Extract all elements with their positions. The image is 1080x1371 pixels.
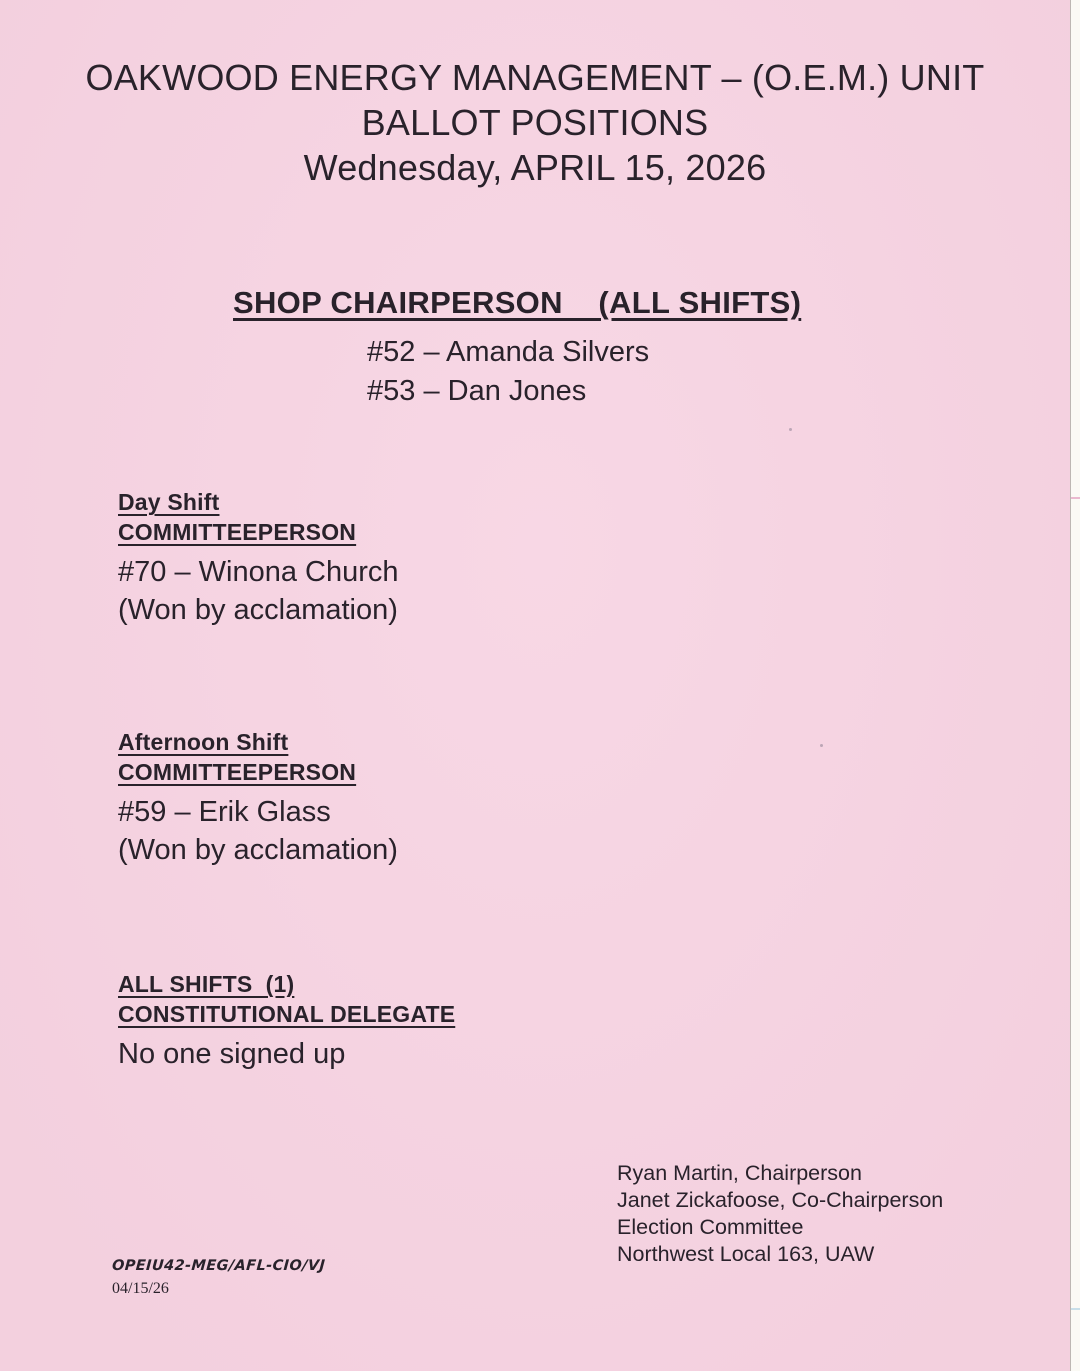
- print-date: 04/15/26: [112, 1280, 169, 1297]
- committee-line: Election Committee: [617, 1215, 804, 1239]
- constitutional-delegate-label: CONSTITUTIONAL DELEGATE: [118, 1001, 456, 1027]
- candidate-line: #52 – Amanda Silvers: [367, 336, 650, 368]
- co-chairperson-line: Janet Zickafoose, Co-Chairperson: [617, 1188, 944, 1212]
- afternoon-shift-label: Afternoon Shift: [118, 729, 289, 755]
- afternoon-shift-position-label: COMMITTEEPERSON: [118, 759, 357, 785]
- acclamation-note: (Won by acclamation): [118, 594, 398, 626]
- title-unit-line: OAKWOOD ENERGY MANAGEMENT – (O.E.M.) UNIT: [85, 57, 985, 98]
- shop-chairperson-heading: SHOP CHAIRPERSON (ALL SHIFTS): [233, 285, 802, 320]
- title-date-line: Wednesday, APRIL 15, 2026: [303, 147, 767, 188]
- section-shop-chairperson: [233, 285, 801, 411]
- section-day-shift: [118, 487, 399, 629]
- election-committee-signature-block: [617, 1160, 943, 1268]
- scan-artifact-line: [1071, 1308, 1080, 1310]
- section-afternoon-shift: [118, 727, 398, 869]
- all-shifts-label: ALL SHIFTS (1): [118, 971, 295, 997]
- section-all-shifts-delegate: [118, 969, 455, 1073]
- day-shift-label: Day Shift: [118, 489, 220, 515]
- scan-speck: [820, 744, 823, 747]
- no-signup-note: No one signed up: [118, 1038, 346, 1070]
- day-shift-result: [118, 553, 399, 629]
- candidate-line: #59 – Erik Glass: [118, 796, 331, 828]
- acclamation-note: (Won by acclamation): [118, 834, 398, 866]
- document-title: [0, 55, 1070, 190]
- scan-edge-strip: [1070, 0, 1080, 1371]
- candidate-line: #70 – Winona Church: [118, 556, 399, 588]
- chairperson-line: Ryan Martin, Chairperson: [617, 1161, 862, 1185]
- scan-artifact-line: [1071, 497, 1080, 499]
- afternoon-shift-result: [118, 793, 398, 869]
- scan-speck: [789, 428, 792, 431]
- local-union-line: Northwest Local 163, UAW: [617, 1242, 875, 1266]
- title-ballot-positions-line: BALLOT POSITIONS: [361, 102, 709, 143]
- union-label-code: OPEIU42-MEG/AFL-CIO/VJ: [111, 1258, 326, 1274]
- all-shifts-result: [118, 1035, 455, 1073]
- shop-chairperson-candidates: [367, 333, 801, 411]
- candidate-line: #53 – Dan Jones: [367, 375, 587, 407]
- day-shift-position-label: COMMITTEEPERSON: [118, 519, 357, 545]
